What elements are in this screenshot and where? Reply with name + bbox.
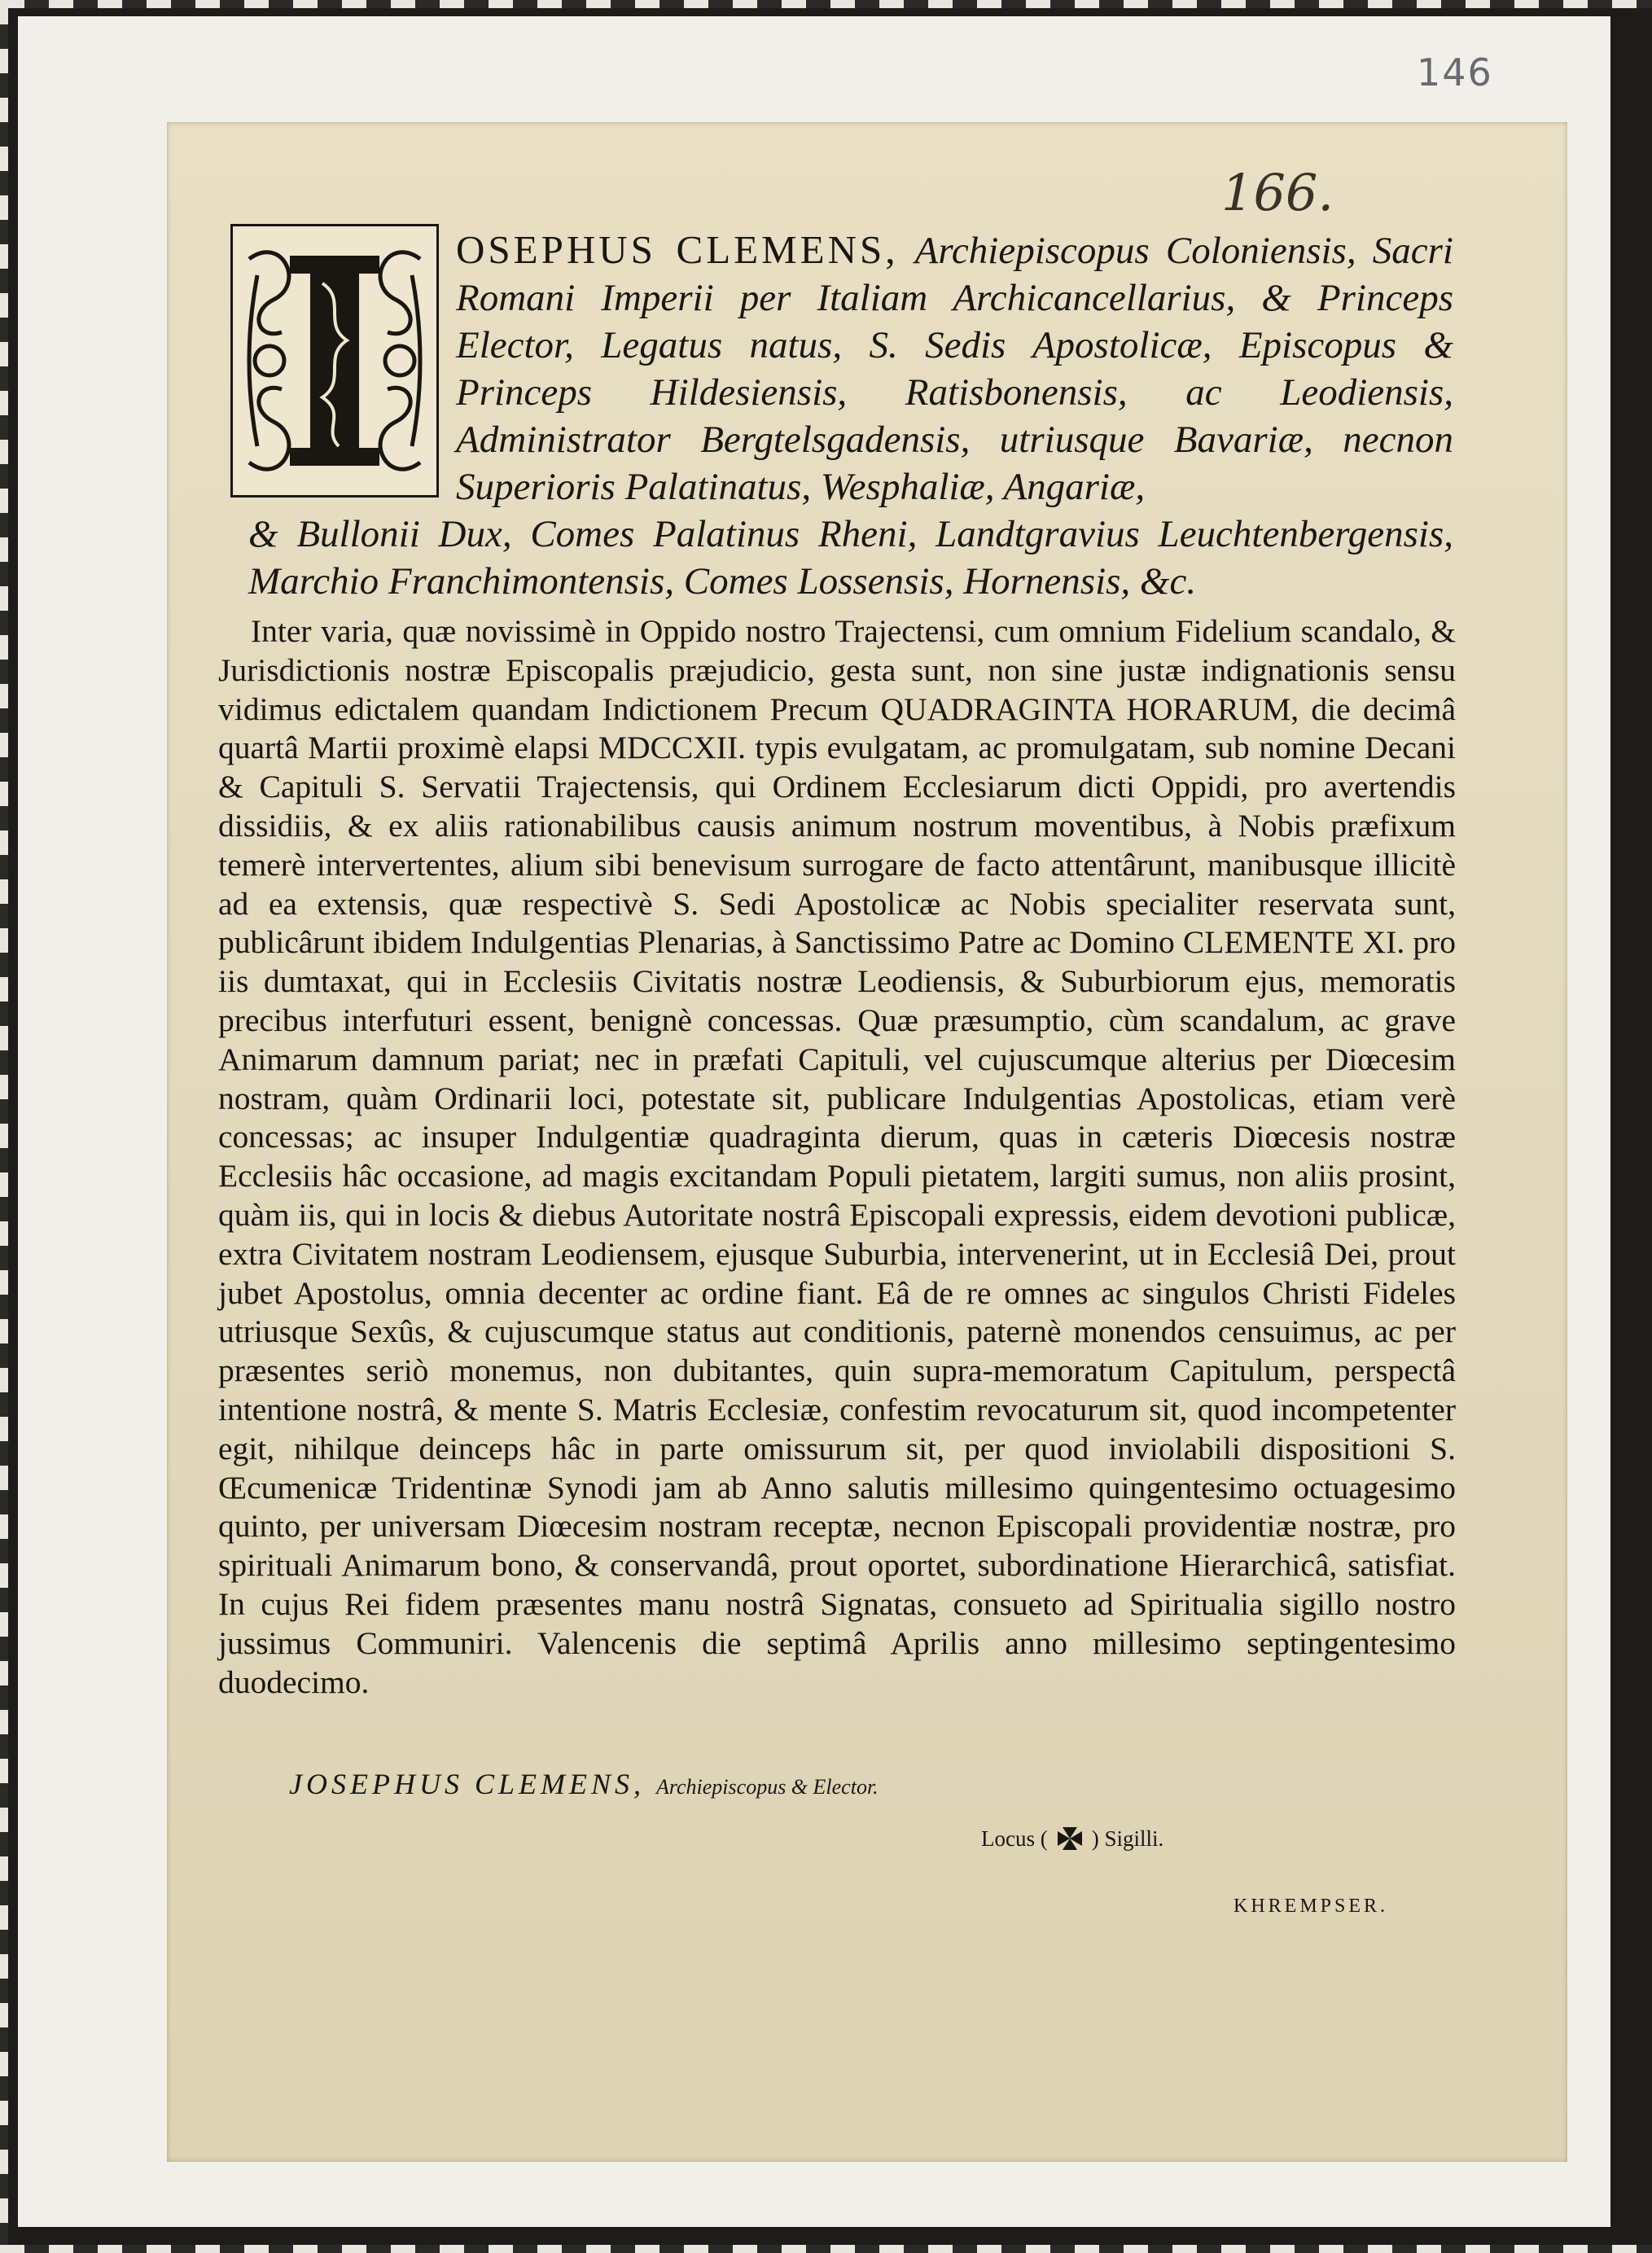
issuer-name: OSEPHUS CLEMENS, <box>456 227 899 272</box>
document-heading <box>248 226 1453 605</box>
signature-line <box>289 1767 879 1801</box>
secretary-name: KHREMPSER. <box>1234 1896 1389 1917</box>
seal-label-start: Locus ( <box>981 1826 1048 1851</box>
scan-ruler-top <box>0 0 1652 8</box>
seal-label-end: ) Sigilli. <box>1091 1826 1164 1851</box>
issuer-titles: Archiepiscopus Coloniensis, Sacri Romani Imperii per Italiam Archicancellarius, & Princeps Elector, Legatus natus, S. Sedis Apostolicæ, Episcopus & Princeps Hildesiensis, Ratisbonensis, ac Leodiensis, Administrator Bergtelsgadensis, utriusque Bavariæ, necnon Superioris Palatinatus, Wesphaliæ, Angariæ, <box>456 230 1453 508</box>
decorated-initial-i-icon <box>233 226 436 495</box>
signatory-name: JOSEPHUS CLEMENS, <box>289 1768 645 1800</box>
signatory-title: Archiepiscopus & Elector. <box>655 1775 879 1799</box>
archive-number: 146 <box>1417 50 1493 94</box>
seal-line <box>981 1822 1163 1855</box>
folio-number: 166. <box>1221 163 1334 222</box>
decorated-initial <box>230 224 439 498</box>
issuer-titles-continued: & Bullonii Dux, Comes Palatinus Rheni, Landtgravius Leuchtenbergensis, Marchio Franchimontensis, Comes Lossensis, Hornensis, &c. <box>248 513 1453 603</box>
scan-ruler-bottom <box>0 2245 1652 2253</box>
scan-ruler-left <box>0 0 8 2253</box>
decree-body: Inter varia, quæ novissimè in Oppido nostro Trajectensi, cum omnium Fidelium scandalo, & Jurisdictionis nostræ Episcopalis præjudicio, gesta sunt, non sine justæ indignationis sensu vidimus edictalem quandam Indictionem Precum QUADRAGINTA HORARUM, die decimâ quartâ Martii proximè elapsi MDCCXII. typis evulgatam, ac promulgatam, sub nomine Decani & Capituli S. Servatii Trajectensis, qui Ordinem Ecclesiarum dicti Oppidi, pro avertendis dissidiis, & ex aliis rationabilibus causis animum nostrum moventibus, à Nobis præfixum temerè intervertentes, alium sibi benevisum surrogare de facto attentârunt, manibusque illicitè ad ea extensis, quæ respectivè S. Sedi Apostolicæ ac Nobis specialiter reservata sunt, publicârunt ibidem Indulgentias Plenarias, à Sanctissimo Patre ac Domino CLEMENTE XI. pro iis dumtaxat, qui in Ecclesiis Civitatis nostræ Leodiensis, & Suburbiorum ejus, memoratis precibus interfuturi essent, benignè concessas. Quæ præsumptio, cùm scandalum, ac grave Animarum damnum pariat; nec in præfati Capituli, vel cujuscumque alterius per Diœcesim nostram, quàm Ordinarii loci, potestate sit, publicare Indulgentias Apostolicas, etiam verè concessas; ac insuper Indulgentiæ quadraginta dierum, quas in cæteris Diœcesis nostræ Ecclesiis hâc occasione, ad magis excitandam Populi pietatem, largiti sumus, non aliis prosint, quàm iis, qui in locis & diebus Autoritate nostrâ Episcopali expressis, eidem devotioni publicæ, extra Civitatem nostram Leodiensem, ejusque Suburbia, intervenerint, ut in Ecclesiâ Dei, prout jubet Apostolus, omnia decenter ac ordine fiant. Eâ de re omnes ac singulos Christi Fideles utriusque Sexûs, & cujuscumque status aut conditionis, paternè monendos censuimus, ac per præsentes seriò monemus, non dubitantes, quin supra-memoratum Capitulum, perspectâ intentione nostrâ, & mente S. Matris Ecclesiæ, confestim revocaturum sit, quod incompetenter egit, nihilque deinceps hâc in parte omissurum sit, per quod inviolabili dispositioni S. Œcumenicæ Tridentinæ Synodi jam ab Anno salutis millesimo quingentesimo octuagesimo quinto, per universam Diœcesim nostram receptæ, necnon Episcopali providentiæ nostræ, pro spirituali Animarum bono, & conservandâ, prout oportet, subordinatione Hierarchicâ, satisfiat. In cujus Rei fidem præsentes manu nostrâ Signatas, consueto ad Spiritualia sigillo nostro jussimus Communiri. Valencenis die septimâ Aprilis anno millesimo septingentesimo duodecimo. <box>218 613 1456 1700</box>
maltese-cross-icon <box>1051 1822 1089 1855</box>
